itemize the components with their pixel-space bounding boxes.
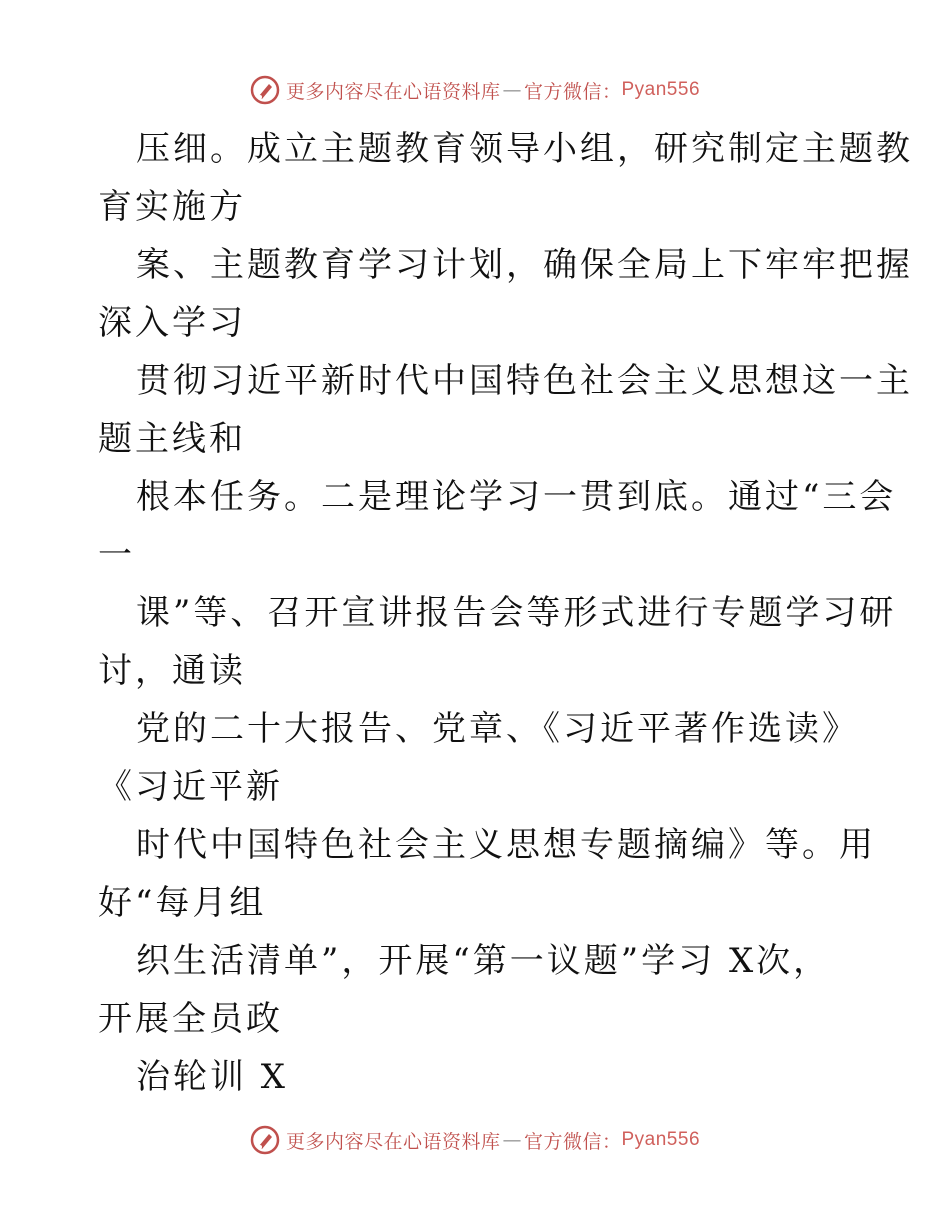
text-line: 党的二十大报告、党章、《习近平著作选读》	[136, 709, 859, 749]
text-line: 深入学习	[98, 303, 246, 343]
header-watermark	[0, 70, 950, 110]
watermark-wechat-id: Pyan556	[621, 1129, 701, 1150]
text-line: 好“每月组	[98, 883, 267, 923]
document-body	[98, 120, 913, 1106]
text-line: 课”等、召开宣讲报告会等形式进行专题学习研	[136, 593, 897, 633]
text-line: 时代中国特色社会主义思想专题摘编》等。用	[136, 825, 876, 865]
watermark-wechat-label: 官方微信：	[523, 1130, 622, 1153]
text-line: 治轮训 X	[136, 1057, 289, 1097]
watermark-wechat-label: 官方微信：	[523, 80, 622, 103]
watermark-separator: —	[502, 79, 522, 101]
text-line: 育实施方	[98, 187, 246, 227]
text-line: 案、主题教育学习计划，确保全局上下牢牢把握	[136, 245, 913, 285]
watermark-separator: —	[502, 1129, 522, 1151]
text-line: 压细。成立主题教育领导小组，研究制定主题教	[136, 129, 913, 169]
pen-logo-icon	[250, 75, 280, 105]
pen-logo-icon	[250, 1125, 280, 1155]
text-line: 开展全员政	[98, 999, 283, 1039]
text-line: 《习近平新	[98, 767, 283, 807]
watermark-text: 更多内容尽在心语资料库	[285, 1130, 501, 1153]
text-line: 贯彻习近平新时代中国特色社会主义思想这一主	[136, 361, 913, 401]
watermark-wechat-id: Pyan556	[621, 79, 701, 100]
text-line: 题主线和	[98, 419, 246, 459]
text-line: 织生活清单”，开展“第一议题”学习 X次，	[136, 941, 831, 981]
text-line: 一	[98, 535, 135, 575]
text-line: 讨，通读	[98, 651, 246, 691]
text-line: 根本任务。二是理论学习一贯到底。通过“三会	[136, 477, 897, 517]
watermark-text: 更多内容尽在心语资料库	[285, 80, 501, 103]
footer-watermark	[0, 1120, 950, 1160]
